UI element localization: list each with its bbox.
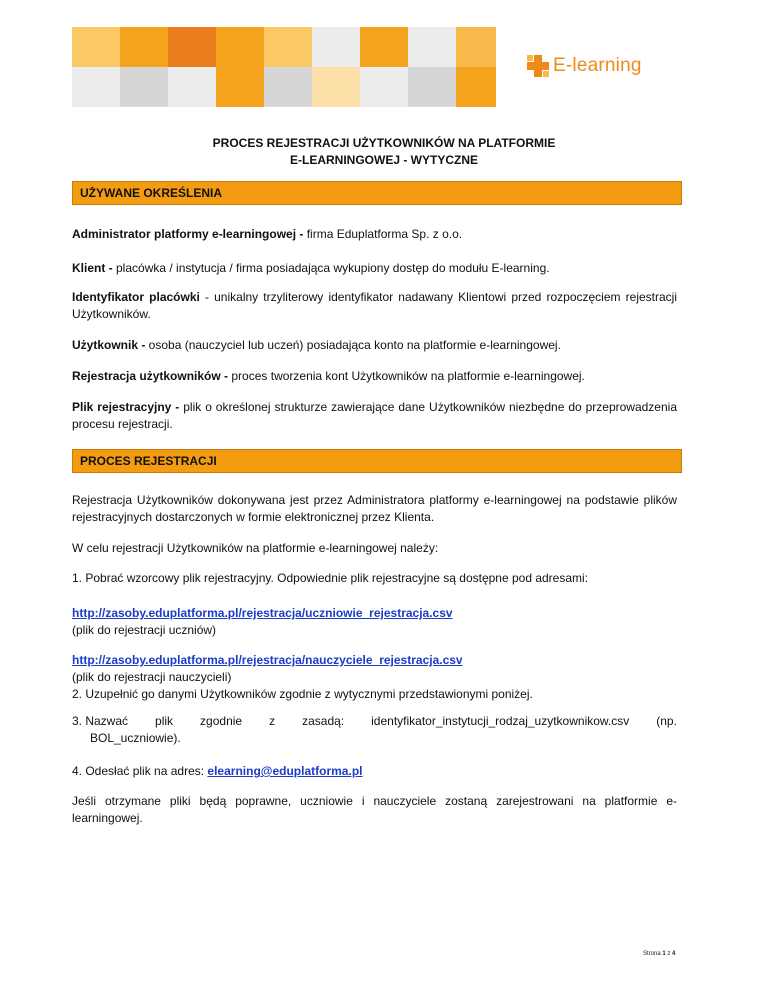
definition-text: osoba (nauczyciel lub uczeń) posiadająca konto na platformie e-learningowej. bbox=[145, 338, 561, 352]
students-file-note: (plik do rejestracji uczniów) bbox=[72, 623, 217, 637]
e-learning-logo bbox=[527, 55, 642, 77]
section-heading-terms: UŻYWANE OKREŚLENIA bbox=[72, 181, 682, 205]
step-4-text: 4. Odesłać plik na adres: bbox=[72, 764, 205, 778]
definition-term: Administrator platformy e-learningowej - bbox=[72, 227, 304, 241]
section-heading-process: PROCES REJESTRACJI bbox=[72, 449, 682, 473]
step-4 bbox=[72, 763, 677, 780]
banner-tile bbox=[216, 27, 264, 67]
banner-tile bbox=[120, 27, 168, 67]
teachers-file-link[interactable]: http://zasoby.eduplatforma.pl/rejestracja/nauczyciele_rejestracja.csv bbox=[72, 653, 463, 667]
banner-tile bbox=[456, 67, 496, 107]
plus-logo-icon bbox=[527, 55, 549, 77]
banner-tile bbox=[72, 67, 120, 107]
banner-tile bbox=[72, 27, 120, 67]
banner-tile bbox=[408, 67, 456, 107]
definition-item bbox=[72, 289, 677, 323]
banner-tile bbox=[264, 67, 312, 107]
definition-text: firma Eduplatforma Sp. z o.o. bbox=[303, 227, 463, 241]
step-3-line-2: BOL_uczniowie). bbox=[90, 731, 181, 745]
link-block-students bbox=[72, 605, 677, 639]
closing-paragraph: Jeśli otrzymane pliki będą poprawne, uczniowie i nauczyciele zostaną zarejestrowani na platformie e-learningowej. bbox=[72, 794, 677, 825]
banner-tile bbox=[312, 27, 360, 67]
definition-text: proces tworzenia kont Użytkowników na platformie e-learningowej. bbox=[228, 369, 585, 383]
banner-tile bbox=[264, 27, 312, 67]
students-file-link[interactable]: http://zasoby.eduplatforma.pl/rejestracja/uczniowie_rejestracja.csv bbox=[72, 606, 453, 620]
header-banner bbox=[72, 27, 496, 107]
definition-item bbox=[72, 368, 677, 385]
banner-tile bbox=[360, 27, 408, 67]
document-title bbox=[0, 135, 768, 169]
logo-text: E-learning bbox=[553, 55, 642, 76]
banner-tile bbox=[456, 27, 496, 67]
banner-tile bbox=[216, 67, 264, 107]
banner-tile bbox=[168, 27, 216, 67]
definition-item bbox=[72, 337, 677, 354]
banner-tile bbox=[168, 67, 216, 107]
definition-text: plik o określonej strukturze zawierające dane Użytkowników niezbędne do przeprowadzenia procesu rejestracji. bbox=[72, 400, 677, 431]
page-number: Strona 1 z 4 bbox=[643, 951, 676, 957]
definition-term: Identyfikator placówki bbox=[72, 290, 200, 304]
definition-item bbox=[72, 260, 677, 277]
definition-term: Klient - bbox=[72, 261, 113, 275]
definition-term: Plik rejestracyjny - bbox=[72, 400, 180, 414]
definition-term: Użytkownik - bbox=[72, 338, 146, 352]
step-3-line-1: 3. Nazwać plik zgodnie z zasadą: identyfikator_instytucji_rodzaj_uzytkownikow.csv (np. bbox=[72, 714, 677, 728]
teachers-file-note: (plik do rejestracji nauczycieli) bbox=[72, 670, 232, 684]
definition-text: - unikalny trzyliterowy identyfikator nadawany Klientowi przed rozpoczęciem rejestracji Użytkowników. bbox=[72, 290, 677, 321]
banner-tile bbox=[312, 67, 360, 107]
banner-tile bbox=[408, 27, 456, 67]
email-link[interactable]: elearning@eduplatforma.pl bbox=[207, 764, 363, 778]
process-intro: Rejestracja Użytkowników dokonywana jest przez Administratora platformy e-learningowej na podstawie plików rejestracyjnych dostarczonych w formie elektronicznej przez Klienta. bbox=[72, 493, 677, 524]
banner-tile bbox=[120, 67, 168, 107]
definition-term: Rejestracja użytkowników - bbox=[72, 369, 229, 383]
definition-text: placówka / instytucja / firma posiadająca wykupiony dostęp do modułu E-learning. bbox=[112, 261, 550, 275]
process-lead: W celu rejestracji Użytkowników na platformie e-learningowej należy: bbox=[72, 541, 439, 555]
title-line-2: E-LEARNINGOWEJ - WYTYCZNE bbox=[290, 153, 478, 167]
step-2: 2. Uzupełnić go danymi Użytkowników zgodnie z wytycznymi przedstawionymi poniżej. bbox=[72, 687, 533, 701]
definition-item bbox=[72, 226, 677, 243]
banner-tile bbox=[360, 67, 408, 107]
step-3 bbox=[72, 713, 677, 747]
title-line-1: PROCES REJESTRACJI UŻYTKOWNIKÓW NA PLATFORMIE bbox=[212, 136, 556, 150]
step-1: 1. Pobrać wzorcowy plik rejestracyjny. Odpowiednie plik rejestracyjne są dostępne pod adresami: bbox=[72, 571, 589, 585]
definition-item bbox=[72, 399, 677, 433]
link-block-teachers bbox=[72, 652, 677, 703]
